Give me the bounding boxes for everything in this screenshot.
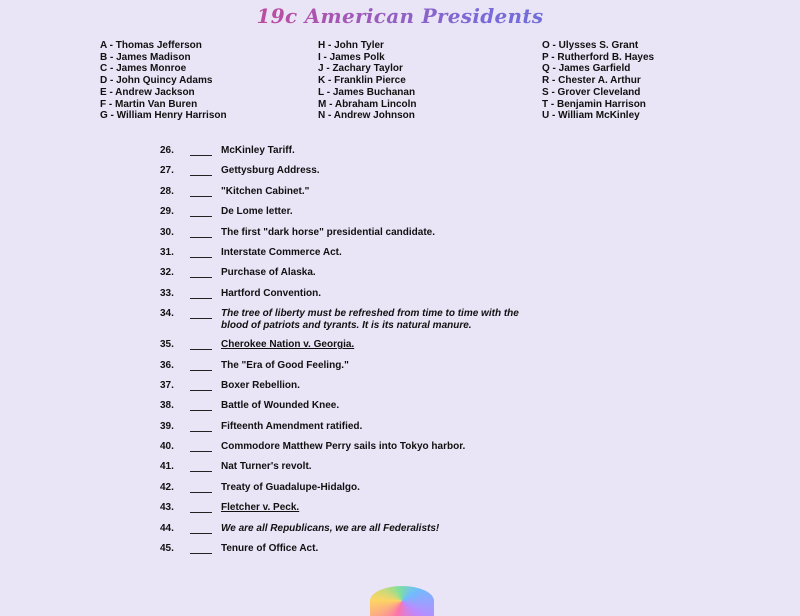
key-entry: U - William McKinley bbox=[542, 110, 640, 122]
key-entry: S - Grover Cleveland bbox=[542, 86, 641, 98]
question-number: 34. bbox=[160, 308, 174, 320]
question-number: 32. bbox=[160, 267, 174, 279]
question-number: 36. bbox=[160, 359, 174, 371]
key-entry: M - Abraham Lincoln bbox=[318, 98, 417, 110]
question-number: 44. bbox=[160, 522, 174, 534]
question-row bbox=[160, 482, 560, 502]
question-row bbox=[160, 339, 560, 359]
answer-blank[interactable] bbox=[190, 400, 212, 411]
question-text: Commodore Matthew Perry sails into Tokyo harbor. bbox=[221, 441, 466, 453]
key-column-1 bbox=[100, 40, 318, 122]
answer-blank[interactable] bbox=[190, 421, 212, 432]
question-text: We are all Republicans, we are all Federalists! bbox=[221, 522, 440, 534]
question-text: Battle of Wounded Knee. bbox=[221, 400, 340, 412]
question-number: 28. bbox=[160, 185, 174, 197]
question-row bbox=[160, 380, 560, 400]
question-text: The "Era of Good Feeling." bbox=[221, 359, 349, 371]
answer-blank[interactable] bbox=[190, 206, 212, 217]
question-number: 40. bbox=[160, 441, 174, 453]
key-entry: C - James Monroe bbox=[100, 63, 187, 75]
question-number: 35. bbox=[160, 339, 174, 351]
key-entry: K - Franklin Pierce bbox=[318, 75, 406, 87]
answer-blank[interactable] bbox=[190, 288, 212, 299]
answer-blank[interactable] bbox=[190, 360, 212, 371]
president-key bbox=[100, 40, 740, 122]
key-entry: B - James Madison bbox=[100, 51, 191, 63]
question-row bbox=[160, 227, 560, 247]
answer-blank[interactable] bbox=[190, 145, 212, 156]
question-text: Fletcher v. Peck. bbox=[221, 502, 300, 514]
question-number: 41. bbox=[160, 461, 174, 473]
answer-blank[interactable] bbox=[190, 523, 212, 534]
answer-blank[interactable] bbox=[190, 543, 212, 554]
question-text: De Lome letter. bbox=[221, 206, 293, 218]
question-number: 37. bbox=[160, 379, 174, 391]
key-column-3 bbox=[542, 40, 722, 122]
question-text: Hartford Convention. bbox=[221, 287, 321, 299]
key-entry: G - William Henry Harrison bbox=[100, 110, 227, 122]
question-row bbox=[160, 421, 560, 441]
key-entry: F - Martin Van Buren bbox=[100, 98, 198, 110]
question-row bbox=[160, 308, 560, 339]
question-text: Treaty of Guadalupe-Hidalgo. bbox=[221, 481, 360, 493]
question-number: 29. bbox=[160, 206, 174, 218]
question-number: 38. bbox=[160, 400, 174, 412]
question-number: 33. bbox=[160, 287, 174, 299]
key-entry: R - Chester A. Arthur bbox=[542, 75, 641, 87]
question-text: "Kitchen Cabinet." bbox=[221, 185, 310, 197]
question-number: 43. bbox=[160, 502, 174, 514]
question-text: Tenure of Office Act. bbox=[221, 543, 319, 555]
answer-blank[interactable] bbox=[190, 482, 212, 493]
question-number: 42. bbox=[160, 481, 174, 493]
question-row bbox=[160, 165, 560, 185]
rainbow-logo-icon bbox=[370, 586, 434, 616]
question-text: Fifteenth Amendment ratified. bbox=[221, 420, 363, 432]
question-text: Nat Turner's revolt. bbox=[221, 461, 312, 473]
question-number: 27. bbox=[160, 165, 174, 177]
page-title: 19c American Presidents bbox=[0, 4, 800, 28]
answer-blank[interactable] bbox=[190, 502, 212, 513]
key-entry: O - Ulysses S. Grant bbox=[542, 40, 639, 51]
answer-blank[interactable] bbox=[190, 308, 212, 319]
key-column-2 bbox=[318, 40, 542, 122]
question-list bbox=[160, 145, 560, 563]
question-text: The first "dark horse" presidential candidate. bbox=[221, 226, 435, 238]
question-row bbox=[160, 247, 560, 267]
answer-blank[interactable] bbox=[190, 247, 212, 258]
question-number: 26. bbox=[160, 145, 174, 156]
key-entry: I - James Polk bbox=[318, 51, 385, 63]
question-row bbox=[160, 441, 560, 461]
question-text: Boxer Rebellion. bbox=[221, 379, 300, 391]
key-entry: E - Andrew Jackson bbox=[100, 86, 195, 98]
key-entry: H - John Tyler bbox=[318, 40, 384, 51]
key-entry: T - Benjamin Harrison bbox=[542, 98, 646, 110]
question-text: Interstate Commerce Act. bbox=[221, 246, 342, 258]
question-number: 30. bbox=[160, 226, 174, 238]
key-entry: D - John Quincy Adams bbox=[100, 75, 213, 87]
answer-blank[interactable] bbox=[190, 186, 212, 197]
key-entry: P - Rutherford B. Hayes bbox=[542, 51, 655, 63]
answer-blank[interactable] bbox=[190, 227, 212, 238]
question-row bbox=[160, 400, 560, 420]
answer-blank[interactable] bbox=[190, 441, 212, 452]
question-row bbox=[160, 186, 560, 206]
question-row bbox=[160, 502, 560, 522]
answer-blank[interactable] bbox=[190, 339, 212, 350]
question-text: Purchase of Alaska. bbox=[221, 267, 316, 279]
answer-blank[interactable] bbox=[190, 461, 212, 472]
key-entry: N - Andrew Johnson bbox=[318, 110, 415, 122]
question-row bbox=[160, 461, 560, 481]
question-text: McKinley Tariff. bbox=[221, 145, 295, 156]
question-text: The tree of liberty must be refreshed from time to time with the blood of patriots and tyrants. It is its natural manure. bbox=[221, 308, 519, 331]
question-row bbox=[160, 288, 560, 308]
question-text: Cherokee Nation v. Georgia. bbox=[221, 339, 355, 351]
answer-blank[interactable] bbox=[190, 165, 212, 176]
question-text: Gettysburg Address. bbox=[221, 165, 320, 177]
question-number: 45. bbox=[160, 543, 174, 555]
key-entry: L - James Buchanan bbox=[318, 86, 416, 98]
key-entry: A - Thomas Jefferson bbox=[100, 40, 202, 51]
question-row bbox=[160, 206, 560, 226]
question-row bbox=[160, 267, 560, 287]
answer-blank[interactable] bbox=[190, 267, 212, 278]
question-number: 31. bbox=[160, 246, 174, 258]
key-entry: J - Zachary Taylor bbox=[318, 63, 403, 75]
question-row bbox=[160, 145, 560, 165]
key-entry: Q - James Garfield bbox=[542, 63, 631, 75]
question-row bbox=[160, 543, 560, 563]
question-row bbox=[160, 523, 560, 543]
question-number: 39. bbox=[160, 420, 174, 432]
question-row bbox=[160, 360, 560, 380]
answer-blank[interactable] bbox=[190, 380, 212, 391]
